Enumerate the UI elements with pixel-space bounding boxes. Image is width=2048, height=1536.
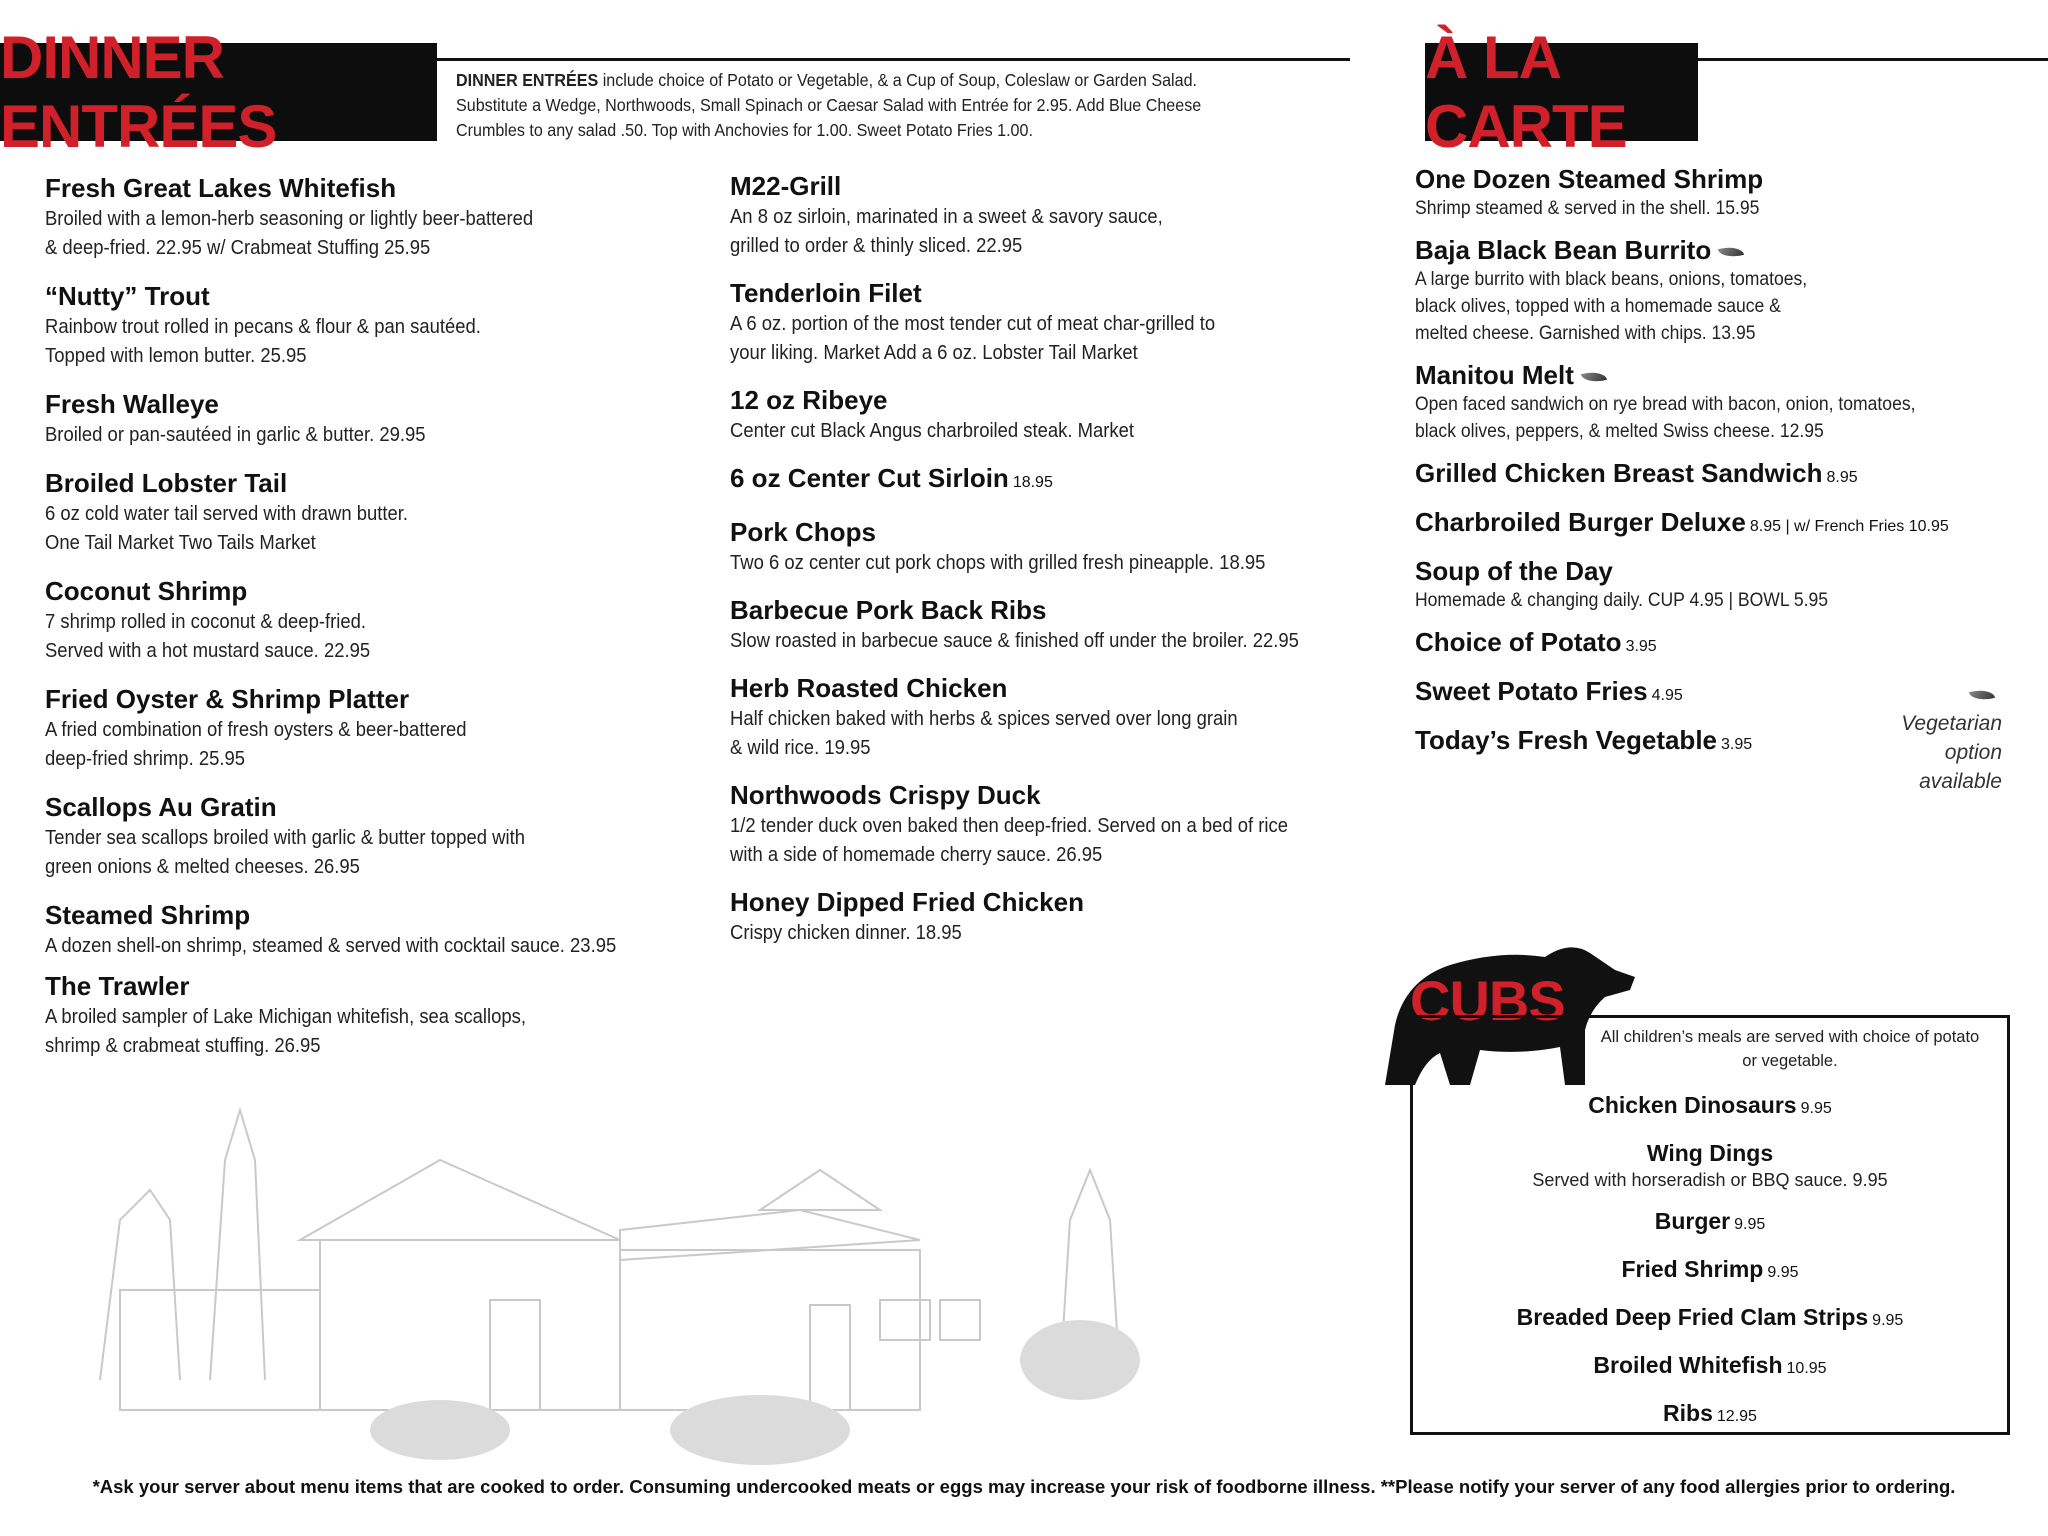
footer-disclaimer: *Ask your server about menu items that are cooked to order. Consuming undercooked meats or eggs may increase your risk of foodborne illness. **Please notify your server of any food allergies prior to ordering. (92, 1476, 1956, 1497)
menu-item-title: Charbroiled Burger Deluxe (1415, 507, 1746, 537)
menu-item (730, 170, 1370, 260)
menu-item (1415, 359, 2015, 445)
leaf-icon (1718, 243, 1744, 261)
menu-item-name (730, 594, 1370, 626)
menu-item-desc: Served with a hot mustard sauce. 22.95 (45, 639, 371, 662)
menu-item (730, 886, 1370, 947)
trawler-desc-2: shrimp & crabmeat stuffing. 26.95 (45, 1034, 321, 1057)
menu-item-name (730, 516, 1370, 548)
menu-item-title: One Dozen Steamed Shrimp (1415, 164, 1764, 194)
menu-item-desc: One Tail Market Two Tails Market (45, 531, 316, 554)
menu-item-name (1415, 626, 2015, 663)
menu-item-name (45, 280, 685, 312)
menu-item-name (45, 575, 685, 607)
menu-item-title: Herb Roasted Chicken (730, 673, 1008, 703)
menu-item-name (1415, 506, 2015, 543)
cubs-item-price: 9.95 (1800, 1100, 1832, 1117)
menu-item (730, 516, 1370, 577)
cubs-item-name (1420, 1350, 2000, 1384)
menu-item-name (1415, 234, 2015, 266)
cubs-item-title: Broiled Whitefish (1593, 1352, 1783, 1378)
menu-item-title: “Nutty” Trout (45, 281, 210, 311)
menu-item-name (1415, 359, 2015, 391)
menu-item-desc: Broiled with a lemon-herb seasoning or lightly beer-battered (45, 207, 534, 230)
menu-item-desc: deep-fried shrimp. 25.95 (45, 747, 245, 770)
menu-item-name (1415, 163, 2015, 195)
cubs-item-name (1420, 1302, 2000, 1336)
menu-item-desc: grilled to order & thinly sliced. 22.95 (730, 234, 1023, 257)
menu-item-desc: 7 shrimp rolled in coconut & deep-fried. (45, 610, 367, 633)
menu-item-price: 3.95 (1625, 638, 1657, 655)
cubs-title: CUBS (1410, 969, 1565, 1032)
menu-item (730, 277, 1370, 367)
menu-item (45, 172, 685, 262)
menu-item-name (730, 886, 1370, 918)
menu-item-price: 3.95 (1721, 736, 1753, 753)
dinner-middle-column (730, 170, 1370, 964)
menu-item-desc: Half chicken baked with herbs & spices served over long grain (730, 707, 1238, 730)
menu-item-desc: green onions & melted cheeses. 26.95 (45, 855, 360, 878)
menu-item-name (45, 172, 685, 204)
cubs-item-price: 12.95 (1716, 1408, 1757, 1425)
menu-item (45, 791, 685, 881)
menu-item-title: Soup of the Day (1415, 556, 1613, 586)
cubs-item-title: Wing Dings (1646, 1140, 1774, 1166)
alacarte-title: À LA CARTE (1425, 43, 1698, 141)
menu-item-title: Barbecue Pork Back Ribs (730, 595, 1047, 625)
menu-item (45, 683, 685, 773)
menu-item-price: 8.95 | w/ French Fries 10.95 (1749, 518, 1949, 535)
menu-item-title: Tenderloin Filet (730, 278, 922, 308)
menu-item-title: Fresh Walleye (45, 389, 219, 419)
menu-item-desc: A fried combination of fresh oysters & beer-battered (45, 718, 467, 741)
menu-item-desc: 6 oz cold water tail served with drawn butter. (45, 502, 409, 525)
menu-item-title: 12 oz Ribeye (730, 385, 888, 415)
menu-item-desc: A large burrito with black beans, onions, tomatoes, (1415, 268, 1808, 290)
menu-item (1415, 457, 2015, 494)
cubs-item-price: 9.95 (1872, 1312, 1904, 1329)
cubs-item-title: Fried Shrimp (1621, 1256, 1764, 1282)
menu-item (1415, 555, 2015, 614)
leaf-icon (1581, 368, 1607, 386)
menu-item (45, 575, 685, 665)
menu-item-title: Manitou Melt (1415, 360, 1574, 390)
dinner-intro-bold: DINNER ENTRÉES (456, 70, 599, 90)
menu-item-desc: A dozen shell-on shrimp, steamed & served with cocktail sauce. 23.95 (45, 934, 617, 957)
menu-item-title: Pork Chops (730, 517, 876, 547)
dinner-intro-text: include choice of Potato or Vegetable, & a Cup of Soup, Coleslaw or Garden Salad. Substitute a Wedge, Northwoods, Small Spinach or Caesar Salad with Entrée for 2.95. Add Blue Cheese Crumbles to any salad .50. Top with Anchovies for 1.00. Sweet Potato Fries 1.00. (456, 70, 1202, 140)
menu-item-name (45, 683, 685, 715)
menu-item-title: M22-Grill (730, 171, 842, 201)
menu-item-title: 6 oz Center Cut Sirloin (730, 463, 1009, 493)
menu-item-desc: with a side of homemade cherry sauce. 26.95 (730, 843, 1103, 866)
cubs-item-title: Breaded Deep Fried Clam Strips (1516, 1304, 1869, 1330)
vegetarian-note-text: Vegetarian option available (1901, 712, 2002, 793)
cubs-item (1420, 1206, 2000, 1240)
menu-item-desc: Two 6 oz center cut pork chops with grilled fresh pineapple. 18.95 (730, 551, 1266, 574)
cubs-item-price: 9.95 (1734, 1216, 1766, 1233)
menu-item-desc: Slow roasted in barbecue sauce & finished off under the broiler. 22.95 (730, 629, 1299, 652)
menu-item-name (45, 899, 685, 931)
trawler-item (45, 970, 685, 1060)
cubs-item-name (1420, 1206, 2000, 1240)
menu-item-name (45, 467, 685, 499)
menu-item-title: Fried Oyster & Shrimp Platter (45, 684, 410, 714)
cubs-item-name (1420, 1090, 2000, 1124)
menu-item-name (730, 170, 1370, 202)
menu-item-desc: Open faced sandwich on rye bread with bacon, onion, tomatoes, (1415, 393, 1916, 415)
menu-item-title: Northwoods Crispy Duck (730, 780, 1041, 810)
menu-item-price: 8.95 (1826, 469, 1858, 486)
menu-item-title: Steamed Shrimp (45, 900, 251, 930)
menu-item-desc: Rainbow trout rolled in pecans & flour & pan sautéed. (45, 315, 481, 338)
menu-item-price: 4.95 (1651, 687, 1683, 704)
cubs-item-title: Chicken Dinosaurs (1588, 1092, 1797, 1118)
menu-item-name (730, 672, 1370, 704)
menu-item (730, 672, 1370, 762)
cubs-item (1420, 1398, 2000, 1432)
menu-item-desc: Tender sea scallops broiled with garlic & butter topped with (45, 826, 525, 849)
menu-item-desc: & wild rice. 19.95 (730, 736, 871, 759)
cubs-item-desc: Served with horseradish or BBQ sauce. 9.95 (1532, 1170, 1888, 1190)
dinner-left-column (45, 172, 685, 978)
menu-item-name (730, 277, 1370, 309)
menu-item-desc: & deep-fried. 22.95 w/ Crabmeat Stuffing 25.95 (45, 236, 431, 259)
menu-item-name (45, 388, 685, 420)
menu-item (1415, 163, 2015, 222)
menu-item-desc: your liking. Market Add a 6 oz. Lobster Tail Market (730, 341, 1138, 364)
menu-item-name (730, 779, 1370, 811)
menu-item-name (1415, 457, 2015, 494)
menu-item-desc: melted cheese. Garnished with chips. 13.95 (1415, 322, 1756, 344)
menu-item (45, 388, 685, 449)
menu-item (730, 462, 1370, 499)
menu-item-name (45, 791, 685, 823)
menu-item-price: 18.95 (1012, 474, 1053, 491)
menu-item (45, 280, 685, 370)
menu-item (1415, 506, 2015, 543)
menu-item-name (730, 462, 1370, 499)
menu-item (1415, 626, 2015, 663)
menu-item-name (1415, 555, 2015, 587)
leaf-icon (1969, 687, 1995, 705)
cubs-item (1420, 1302, 2000, 1336)
menu-item (45, 467, 685, 557)
menu-item-desc: black olives, topped with a homemade sauce & (1415, 295, 1781, 317)
cubs-item (1420, 1350, 2000, 1384)
menu-item (730, 779, 1370, 869)
cubs-item-title: Ribs (1663, 1400, 1713, 1426)
alacarte-header-rule (1698, 58, 2048, 61)
menu-item-title: Broiled Lobster Tail (45, 468, 288, 498)
menu-item (45, 899, 685, 960)
cubs-item-name (1420, 1138, 2000, 1168)
cubs-item-price: 10.95 (1786, 1360, 1827, 1377)
cubs-item-name (1420, 1398, 2000, 1432)
menu-item (1415, 234, 2015, 347)
cubs-note: All children’s meals are served with choice of potato or vegetable. (1600, 1028, 1980, 1070)
menu-item-desc: Topped with lemon butter. 25.95 (45, 344, 307, 367)
menu-item-title: Grilled Chicken Breast Sandwich (1415, 458, 1823, 488)
menu-item-title: Today’s Fresh Vegetable (1415, 725, 1717, 755)
vegetarian-note (1862, 680, 2002, 796)
menu-item-title: Sweet Potato Fries (1415, 676, 1648, 706)
menu-item-title: Baja Black Bean Burrito (1415, 235, 1712, 265)
menu-item-title: Honey Dipped Fried Chicken (730, 887, 1084, 917)
menu-item-desc: Shrimp steamed & served in the shell. 15.95 (1415, 197, 1760, 219)
menu-item-desc: Center cut Black Angus charbroiled steak. Market (730, 419, 1135, 442)
menu-item (730, 384, 1370, 445)
menu-item-desc: Broiled or pan-sautéed in garlic & butter. 29.95 (45, 423, 426, 446)
menu-item-title: Choice of Potato (1415, 627, 1622, 657)
menu-item-desc: Homemade & changing daily. CUP 4.95 | BOWL 5.95 (1415, 589, 1828, 611)
dinner-header-rule (437, 58, 1350, 61)
menu-item-title: Fresh Great Lakes Whitefish (45, 173, 397, 203)
trawler-name: The Trawler (45, 971, 190, 1001)
menu-item-desc: An 8 oz sirloin, marinated in a sweet & savory sauce, (730, 205, 1163, 228)
cubs-item (1420, 1138, 2000, 1192)
menu-item-title: Scallops Au Gratin (45, 792, 277, 822)
menu-item (730, 594, 1370, 655)
menu-item-desc: A 6 oz. portion of the most tender cut of meat char-grilled to (730, 312, 1216, 335)
menu-item-name (730, 384, 1370, 416)
menu-item-desc: black olives, peppers, & melted Swiss cheese. 12.95 (1415, 420, 1824, 442)
cubs-items (1420, 1090, 2000, 1446)
cubs-item (1420, 1254, 2000, 1288)
cubs-item-price: 9.95 (1767, 1264, 1799, 1281)
menu-item-desc: Crispy chicken dinner. 18.95 (730, 921, 962, 944)
dinner-entrees-title: DINNER ENTRÉES (0, 43, 437, 141)
cubs-item-name (1420, 1254, 2000, 1288)
menu-item-title: Coconut Shrimp (45, 576, 248, 606)
cubs-item-title: Burger (1654, 1208, 1731, 1234)
menu-item-desc: 1/2 tender duck oven baked then deep-fried. Served on a bed of rice (730, 814, 1288, 837)
cubs-item (1420, 1090, 2000, 1124)
trawler-desc-1: A broiled sampler of Lake Michigan whitefish, sea scallops, (45, 1005, 526, 1028)
dinner-intro (456, 68, 1266, 143)
